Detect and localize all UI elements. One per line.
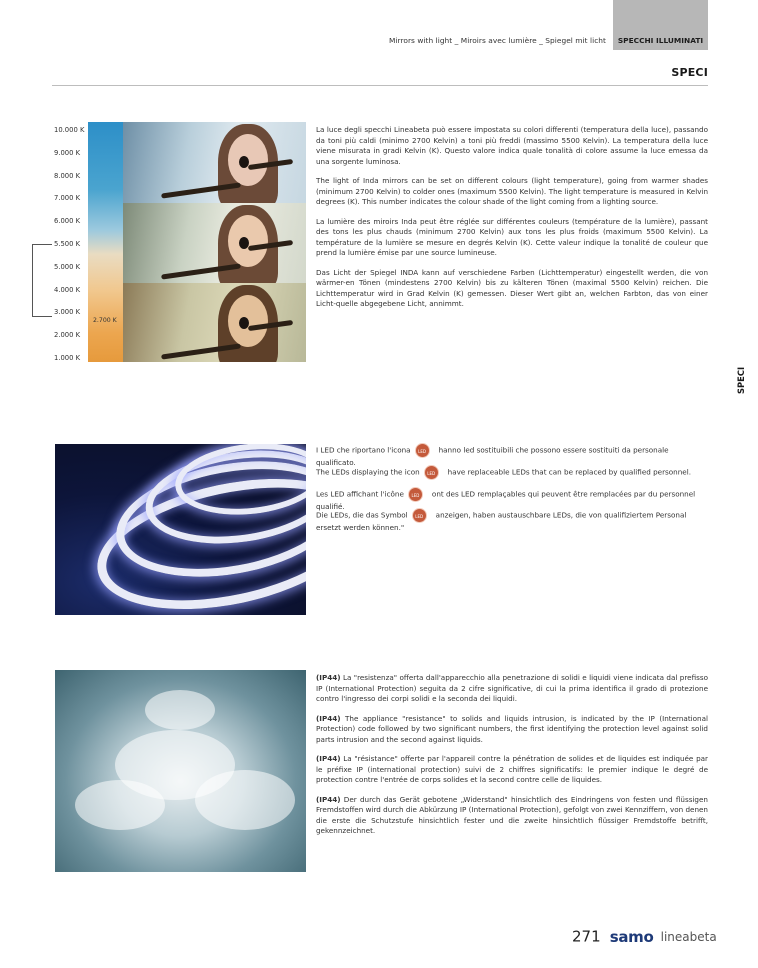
photo-cool-light xyxy=(123,122,306,203)
water-splash-photo xyxy=(55,670,306,872)
paragraph-fr: (IP44) La "résistance" offerte par l'appareil contre la pénétration de solides et de liquides est indiquée par le préfixe IP (international protection) suivi de 2 chiffres significatifs: le premier indique le degré de protection contre l'entrée de corps solides et la second contre celle de liquides. xyxy=(316,754,708,784)
light-temperature-text xyxy=(316,125,708,319)
range-bracket xyxy=(32,244,52,317)
side-section-label: SPECI xyxy=(736,366,746,394)
ip44-text xyxy=(316,673,708,846)
page-footer xyxy=(572,926,717,946)
brand-logo-samo: samo xyxy=(609,927,654,946)
page-number: 271 xyxy=(572,927,601,946)
led-line-fr: Les LED affichant l'icône LED ont des LED remplaçables qui peuvent être remplacées par du personnel qualifié. xyxy=(316,487,708,513)
led-icon: LED xyxy=(412,508,427,523)
kelvin-label: 6.000 K xyxy=(54,217,81,225)
photo-neutral-light xyxy=(123,203,306,283)
kelvin-label: 7.000 K xyxy=(54,194,81,202)
led-line-it: I LED che riportano l'icona LED hanno led sostituibili che possono essere sostituiti da personale qualificato. xyxy=(316,443,708,469)
kelvin-label: 3.000 K xyxy=(54,308,81,316)
kelvin-label: 2.000 K xyxy=(54,331,81,339)
led-icon: LED xyxy=(424,465,439,480)
kelvin-label: 5.000 K xyxy=(54,263,81,271)
kelvin-marker-value: 2.700 K xyxy=(93,317,117,324)
led-icon: LED xyxy=(415,443,430,458)
header-divider xyxy=(52,85,708,86)
led-line-de: Die LEDs, die das Symbol LED anzeigen, haben austauschbare LEDs, die von qualifiziertem Personal ersetzt werden können." xyxy=(316,508,708,534)
kelvin-label: 5.500 K xyxy=(54,240,81,248)
section-tab-label: SPECCHI ILLUMINATI xyxy=(617,36,704,45)
page-section-title: SPECI xyxy=(671,66,708,79)
led-icon: LED xyxy=(408,487,423,502)
kelvin-label: 9.000 K xyxy=(54,149,81,157)
brand-logo-lineabeta: lineabeta xyxy=(660,929,717,944)
paragraph-de: Das Licht der Spiegel INDA kann auf verschiedene Farben (Lichttemperatur) eingestellt werden, die von wärmer-en Tönen (mindestens 2700 Kelvin) bis zu kälteren Tönen (maximal 5500 Kelvin) reichen. Die Lichttemperatur wird in Grad Kelvin (K) gemessen. Dieser Wert gibt an, welchen Farbton, das von einer Licht-quelle abgegebene Licht, annimmt. xyxy=(316,267,708,308)
paragraph-de: (IP44) Der durch das Gerät gebotene „Widerstand" hinsichtlich des Eindringens von festen und flüssigen Fremdstoffen wird durch die Abkürzung IP (International Protection), gefolgt von zwei Kennziffern, von denen die erste die Schutzstufe hinsichtlich fester und die zweite hinsichtlich flüssiger Fremdstoffe betrifft, gekennzeichnet. xyxy=(316,794,708,835)
kelvin-label: 10.000 K xyxy=(54,126,85,134)
paragraph-it: La luce degli specchi Lineabeta può essere impostata su colori differenti (temperatura della luce), passando da toni più caldi (minimo 2700 Kelvin) a toni più freddi (massimo 5500 Kelvin). La temperatura della luce viene misurata in gradi Kelvin (K). Questo valore indica quale tonalità di colore assume la luce emessa da una sorgente luminosa. xyxy=(316,125,708,166)
photo-warm-light xyxy=(123,283,306,362)
led-line-en: The LEDs displaying the icon LED have replaceable LEDs that can be replaced by qualified personnel. xyxy=(316,465,708,480)
section-tab xyxy=(613,0,708,50)
kelvin-label: 8.000 K xyxy=(54,172,81,180)
kelvin-label: 4.000 K xyxy=(54,286,81,294)
kelvin-gradient-bar xyxy=(88,122,123,362)
paragraph-en: (IP44) The appliance "resistance" to solids and liquids intrusion, is indicated by the IP (International Protection) code followed by two significant numbers, the first identifying the protection level against solid parts intrusion and the second against liquids. xyxy=(316,713,708,744)
led-strip-photo xyxy=(55,444,306,615)
header-languages: Mirrors with light _ Miroirs avec lumière _ Spiegel mit licht xyxy=(388,36,606,45)
paragraph-fr: La lumière des miroirs Inda peut être réglée sur différentes couleurs (température de la lumière), passant des tons les plus chauds (minimum 2700 Kelvin) aux tons les plus froids (maximum 5500 Kelvin). La température de la lumière se mesure en degrés Kelvin (K). Cette valeur indique la tonalité de couleur que prend la lumière émise par une source lumineuse. xyxy=(316,216,708,257)
paragraph-it: (IP44) La "resistenza" offerta dall'apparecchio alla penetrazione di solidi e liquidi viene indicata dal prefisso IP (International Protection) seguita da 2 cifre significative, di cui la prima identifica il grado di protezione contro l'ingresso dei corpi solidi e la seconda dei liquidi. xyxy=(316,673,708,703)
paragraph-en: The light of Inda mirrors can be set on different colours (light temperature), going from warmer shades (minimum 2700 Kelvin) to colder ones (maximum 5500 Kelvin). The light temperature is measured in Kelvin degrees (K). This number indicates the colour shade of the light coming from a lighting source. xyxy=(316,176,708,206)
kelvin-label: 1.000 K xyxy=(54,354,81,362)
